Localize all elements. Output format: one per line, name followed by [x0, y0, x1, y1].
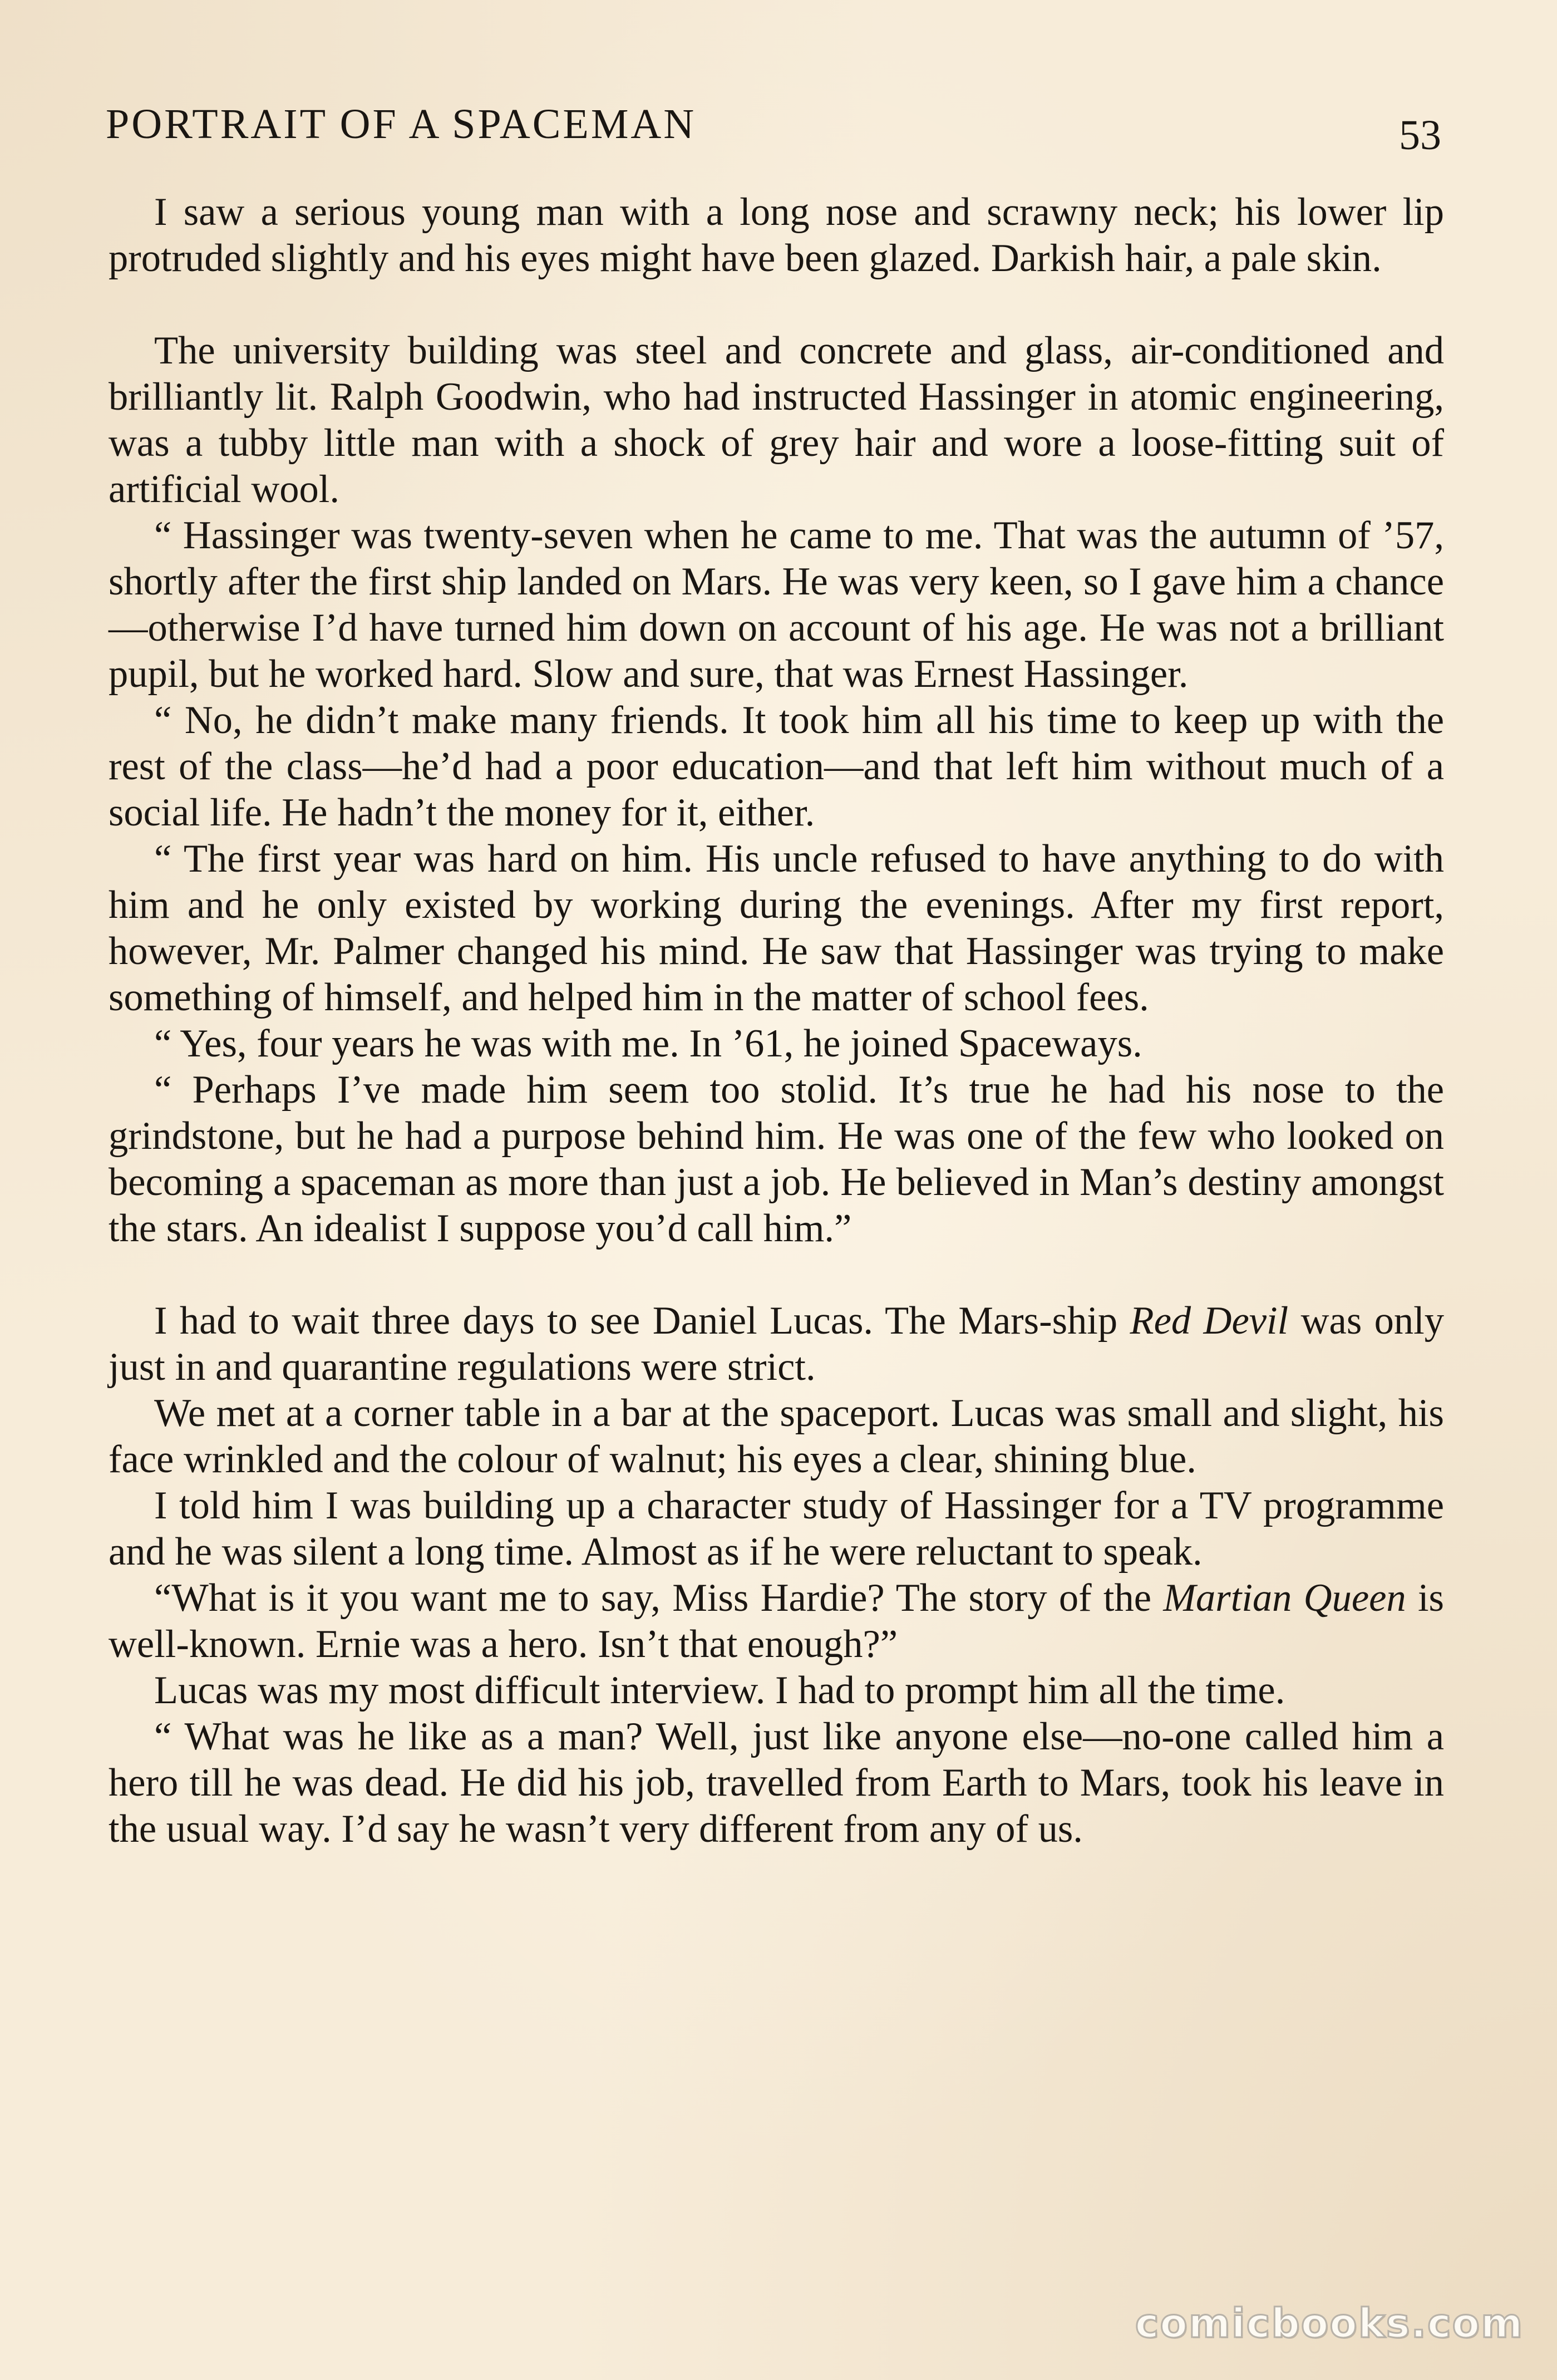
- paragraph: [109, 1575, 1444, 1668]
- ship-name: Martian Queen: [1163, 1576, 1406, 1620]
- running-title: PORTRAIT OF A SPACEMAN: [106, 101, 697, 147]
- text-run: was only just in and quarantine regulations were strict.: [109, 1299, 1445, 1389]
- paragraph: “ Hassinger was twenty-seven when he came to me. That was the autumn of ’57, shortly after the first ship landed on Mars. He was very keen, so I gave him a chance—otherwise I’d have turned him down on account of his age. He was not a brilliant pupil, but he worked hard. Slow and sure, that was Ernest Hassinger.: [109, 514, 1444, 696]
- body-text: [109, 189, 1444, 1852]
- text-run: “What is it you want me to say, Miss Hardie? The story of the: [154, 1576, 1152, 1620]
- page-number: 53: [1399, 112, 1441, 159]
- paragraph: I told him I was building up a character study of Hassinger for a TV programme and he was silent a long time. Almost as if he were reluctant to speak.: [109, 1484, 1444, 1573]
- paragraph: “ Yes, four years he was with me. In ’61, he joined Spaceways.: [154, 1022, 1142, 1065]
- text-run: I had to wait three days to see Daniel Lucas. The Mars-ship: [154, 1299, 1118, 1343]
- text-run: is well-known. Ernie was a hero. Isn’t that enough?”: [109, 1576, 1444, 1666]
- running-head: [106, 94, 1441, 159]
- paragraph: We met at a corner table in a bar at the spaceport. Lucas was small and slight, his face wrinkled and the colour of walnut; his eyes a clear, shining blue.: [109, 1391, 1444, 1481]
- ship-name: Red Devil: [1130, 1299, 1289, 1343]
- paragraph: “ The first year was hard on him. His uncle refused to have anything to do with him and he only existed by working during the evenings. After my first report, however, Mr. Palmer changed his mind. He saw that Hassinger was trying to make something of himself, and helped him in the matter of school fees.: [109, 837, 1444, 1019]
- paragraph: “ What was he like as a man? Well, just like anyone else—no-one called him a hero till he was dead. He did his job, travelled from Earth to Mars, took his leave in the usual way. I’d say he wasn’t very different from any of us.: [109, 1715, 1444, 1851]
- paragraph: “ Perhaps I’ve made him seem too stolid. It’s true he had his nose to the grindstone, but he had a purpose behind him. He was one of the few who looked on becoming a spaceman as more than just a job. He believed in Man’s destiny amongst the stars. An idealist I suppose you’d call him.”: [109, 1068, 1444, 1250]
- paragraph: [109, 1298, 1444, 1390]
- paragraph: “ No, he didn’t make many friends. It took him all his time to keep up with the rest of the class—he’d had a poor education—and that left him without much of a social life. He hadn’t the money for it, either.: [109, 699, 1444, 834]
- watermark: comicbooks.com: [1135, 2300, 1524, 2347]
- paragraph: Lucas was my most difficult interview. I had to prompt him all the time.: [154, 1669, 1285, 1712]
- paragraph: The university building was steel and concrete and glass, air-conditioned and brilliantly lit. Ralph Goodwin, who had instructed Hassinger in atomic engineering, was a tubby little man with a shock of grey hair and wore a loose-fitting suit of artificial wool.: [109, 329, 1444, 511]
- paragraph: I saw a serious young man with a long nose and scrawny neck; his lower lip protruded slightly and his eyes might have been glazed. Darkish hair, a pale skin.: [109, 190, 1444, 280]
